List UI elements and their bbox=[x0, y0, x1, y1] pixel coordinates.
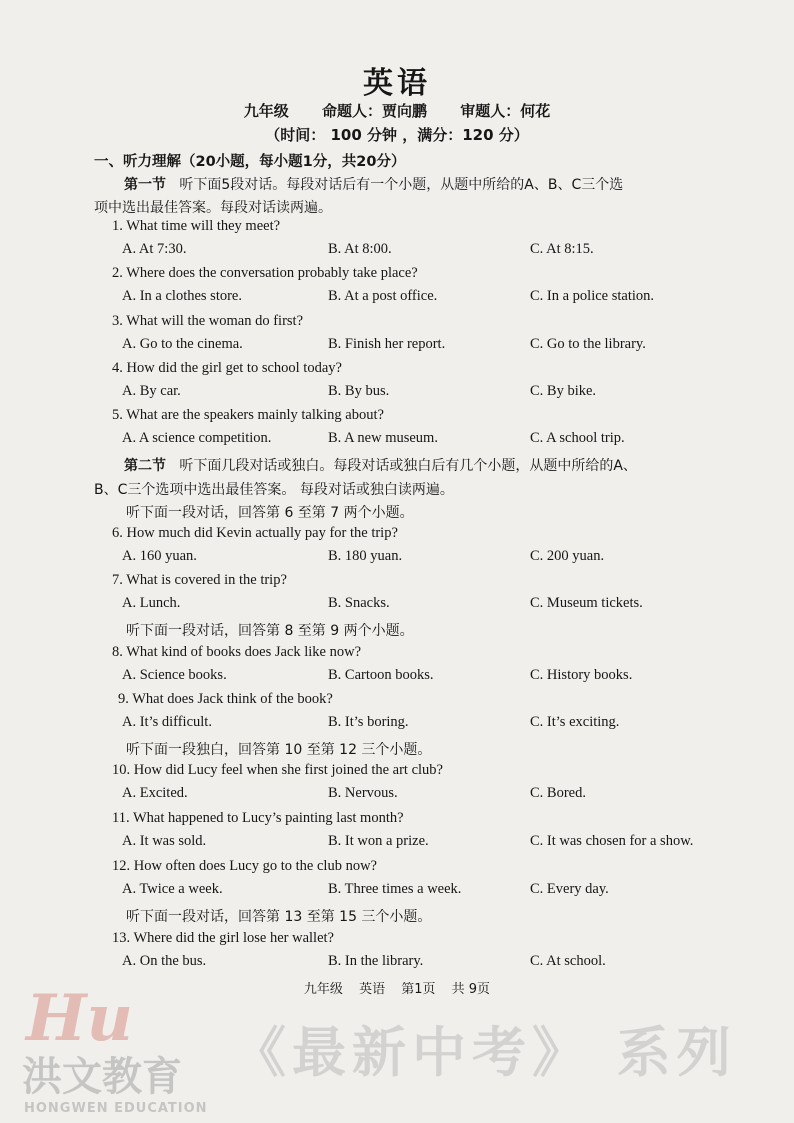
question-2: 2. Where does the conversation probably take place? bbox=[112, 265, 418, 281]
logo-text: 洪文教育 bbox=[22, 1054, 182, 1100]
question-6-option-c: C. 200 yuan. bbox=[530, 548, 605, 564]
question-1-option-c: C. At 8:15. bbox=[530, 241, 594, 257]
part1-text-a: 听下面5段对话。每段对话后有一个小题，从题中所给的A、B、C三个选 bbox=[179, 177, 624, 193]
question-13: 13. Where did the girl lose her wallet? bbox=[112, 930, 334, 946]
instruction-q10-12: 听下面一段独白，回答第 10 至第 12 三个小题。 bbox=[126, 742, 432, 758]
question-8-option-c: C. History books. bbox=[530, 667, 633, 683]
question-11: 11. What happened to Lucy’s painting last month? bbox=[112, 810, 404, 826]
question-12-option-c: C. Every day. bbox=[530, 881, 609, 897]
part1-text-b: 项中选出最佳答案。每段对话读两遍。 bbox=[94, 200, 332, 216]
part2-text-a: 听下面几段对话或独白。每段对话或独白后有几个小题，从题中所给的A、 bbox=[179, 458, 637, 474]
instruction-q6-7: 听下面一段对话，回答第 6 至第 7 两个小题。 bbox=[126, 505, 414, 521]
question-13-option-a: A. On the bus. bbox=[122, 953, 207, 969]
question-6: 6. How much did Kevin actually pay for the trip? bbox=[112, 525, 398, 541]
question-4: 4. How did the girl get to school today? bbox=[112, 360, 342, 376]
question-12-option-b: B. Three times a week. bbox=[328, 881, 462, 897]
question-3-option-c: C. Go to the library. bbox=[530, 336, 646, 352]
question-5-option-a: A. A science competition. bbox=[122, 430, 272, 446]
footer-grade: 九年级 bbox=[303, 982, 343, 997]
question-5-option-b: B. A new museum. bbox=[328, 430, 438, 446]
footer-subject: 英语 bbox=[359, 982, 386, 997]
part2-instruction bbox=[124, 455, 637, 475]
question-6-option-a: A. 160 yuan. bbox=[122, 548, 197, 564]
question-4-option-b: B. By bus. bbox=[328, 383, 390, 399]
question-11-option-a: A. It was sold. bbox=[122, 833, 207, 849]
question-9: 9. What does Jack think of the book? bbox=[118, 691, 333, 707]
question-9-option-b: B. It’s boring. bbox=[328, 714, 409, 730]
question-3-option-b: B. Finish her report. bbox=[328, 336, 446, 352]
question-10-option-a: A. Excited. bbox=[122, 785, 188, 801]
question-2-option-c: C. In a police station. bbox=[530, 288, 655, 304]
question-11-option-b: B. It won a prize. bbox=[328, 833, 429, 849]
question-5: 5. What are the speakers mainly talking about? bbox=[112, 407, 384, 423]
part2-text-b: B、C三个选项中选出最佳答案。 每段对话或独白读两遍。 bbox=[94, 482, 454, 498]
exam-meta bbox=[0, 100, 794, 121]
question-5-option-c: C. A school trip. bbox=[530, 430, 625, 446]
part2-label: 第二节 bbox=[124, 458, 166, 474]
instruction-q8-9: 听下面一段对话，回答第 8 至第 9 两个小题。 bbox=[126, 623, 414, 639]
question-1-option-a: A. At 7:30. bbox=[122, 241, 187, 257]
question-7-option-a: A. Lunch. bbox=[122, 595, 181, 611]
hongwen-logo-watermark bbox=[18, 978, 218, 1118]
question-4-option-a: A. By car. bbox=[122, 383, 181, 399]
page-title: 英语 bbox=[363, 66, 431, 101]
series-watermark: 《最新中考》 系列 bbox=[232, 1021, 737, 1084]
question-2-option-b: B. At a post office. bbox=[328, 288, 438, 304]
section-heading: 一、听力理解（20小题，每小题1分，共20分） bbox=[94, 154, 406, 170]
reviewer-label: 审题人：何花 bbox=[460, 102, 551, 120]
question-6-option-b: B. 180 yuan. bbox=[328, 548, 403, 564]
footer-total: 共 9页 bbox=[451, 982, 491, 997]
question-10: 10. How did Lucy feel when she first joined the art club? bbox=[112, 762, 443, 778]
question-3-option-a: A. Go to the cinema. bbox=[122, 336, 243, 352]
question-13-option-c: C. At school. bbox=[530, 953, 606, 969]
part1-instruction bbox=[124, 174, 623, 194]
grade-label: 九年级 bbox=[243, 102, 289, 120]
setter-label: 命题人：贾向鹏 bbox=[321, 102, 427, 120]
question-3: 3. What will the woman do first? bbox=[112, 313, 304, 329]
footer-page: 第1页 bbox=[401, 982, 436, 997]
question-13-option-b: B. In the library. bbox=[328, 953, 424, 969]
question-7-option-c: C. Museum tickets. bbox=[530, 595, 643, 611]
question-2-option-a: A. In a clothes store. bbox=[122, 288, 242, 304]
question-4-option-c: C. By bike. bbox=[530, 383, 597, 399]
part1-label: 第一节 bbox=[124, 177, 166, 193]
question-8-option-b: B. Cartoon books. bbox=[328, 667, 434, 683]
question-10-option-b: B. Nervous. bbox=[328, 785, 398, 801]
question-8: 8. What kind of books does Jack like now? bbox=[112, 644, 362, 660]
question-7-option-b: B. Snacks. bbox=[328, 595, 390, 611]
time-score-line: （时间： 100 分钟 ，满分：120 分） bbox=[265, 126, 529, 144]
question-9-option-a: A. It’s difficult. bbox=[122, 714, 212, 730]
question-12: 12. How often does Lucy go to the club now? bbox=[112, 858, 377, 874]
question-1-option-b: B. At 8:00. bbox=[328, 241, 392, 257]
question-8-option-a: A. Science books. bbox=[122, 667, 227, 683]
question-9-option-c: C. It’s exciting. bbox=[530, 714, 620, 730]
logo-sub: HONGWEN EDUCATION bbox=[24, 1101, 208, 1116]
question-10-option-c: C. Bored. bbox=[530, 785, 586, 801]
question-12-option-a: A. Twice a week. bbox=[122, 881, 223, 897]
question-7: 7. What is covered in the trip? bbox=[112, 572, 287, 588]
instruction-q13-15: 听下面一段对话，回答第 13 至第 15 三个小题。 bbox=[126, 909, 432, 925]
svg-text:Hu: Hu bbox=[26, 981, 133, 1056]
question-11-option-c: C. It was chosen for a show. bbox=[530, 833, 694, 849]
question-1: 1. What time will they meet? bbox=[112, 218, 281, 234]
